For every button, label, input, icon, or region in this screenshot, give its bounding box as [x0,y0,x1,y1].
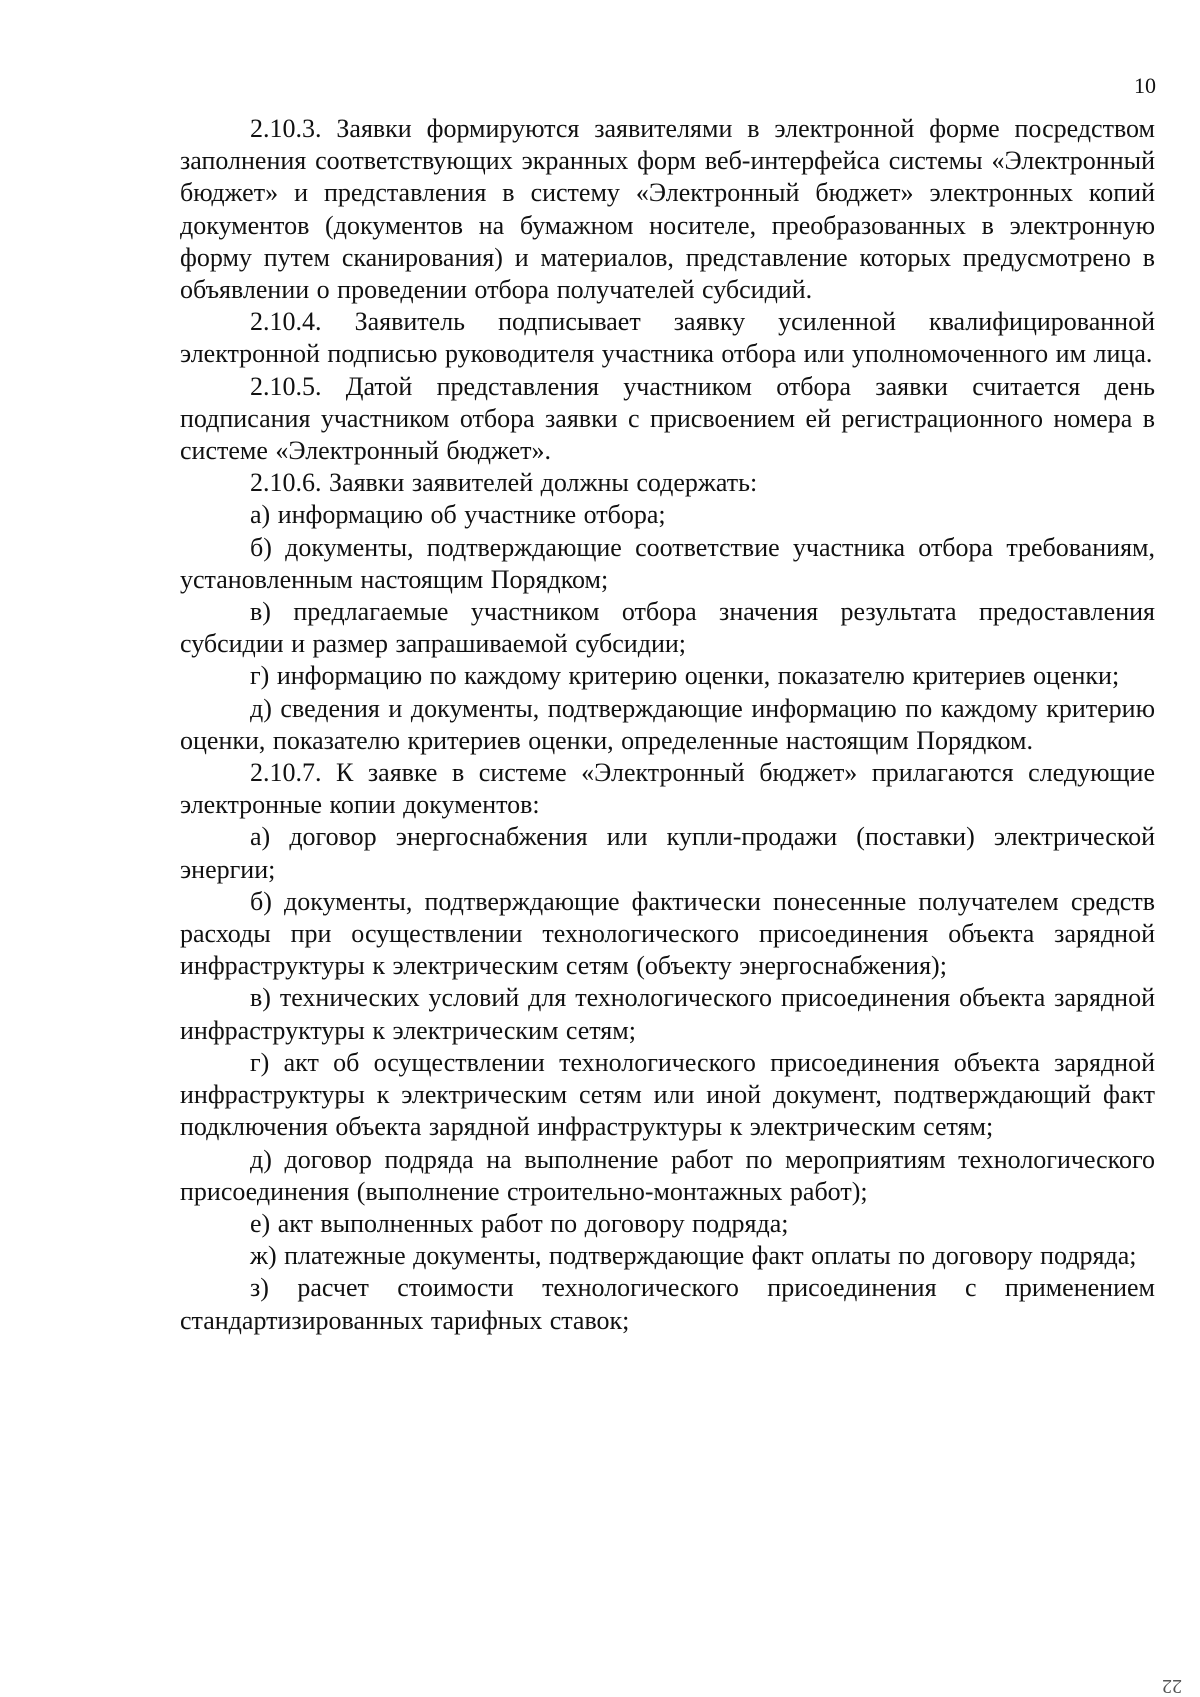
list-item-2-10-6-a: а) информацию об участнике отбора; [250,500,666,530]
list-item-2-10-7-e: е) акт выполненных работ по договору подряда; [250,1208,789,1238]
paragraph-2-10-6: 2.10.6. Заявки заявителей должны содержать: [250,468,758,498]
list-item-2-10-7-a: а) договор энергоснабжения или купли-продажи (поставки) электрической энергии; [180,822,1155,884]
list-item-2-10-7-g: г) акт об осуществлении технологического присоединения объекта зарядной инфраструктуры к электрическим сетям или иной документ, подтверждающий факт подключения объекта зарядной инфраструктуры к электрическим сетям; [180,1047,1155,1142]
page-number: 10 [1134,73,1156,98]
list-item-2-10-6-d: д) сведения и документы, подтверждающие информацию по каждому критерию оценки, показателю критериев оценки, определенные настоящим Порядком. [180,693,1155,755]
corner-stamp-mark: 22 [1162,1675,1182,1697]
list-item-2-10-6-g: г) информацию по каждому критерию оценки, показателю критериев оценки; [250,661,1120,691]
list-item-2-10-7-z: з) расчет стоимости технологического присоединения с применением стандартизированных тарифных ставок; [180,1273,1155,1335]
document-body [180,113,1155,1337]
list-item-2-10-6-b: б) документы, подтверждающие соответствие участника отбора требованиям, установленным настоящим Порядком; [180,532,1155,594]
list-item-2-10-6-v: в) предлагаемые участником отбора значения результата предоставления субсидии и размер запрашиваемой субсидии; [180,597,1155,659]
paragraph-2-10-7: 2.10.7. К заявке в системе «Электронный бюджет» прилагаются следующие электронные копии документов: [180,758,1155,820]
list-item-2-10-7-v: в) технических условий для технологического присоединения объекта зарядной инфраструктуры к электрическим сетям; [180,983,1155,1045]
paragraph-2-10-5: 2.10.5. Датой представления участником отбора заявки считается день подписания участником отбора заявки с присвоением ей регистрационного номера в системе «Электронный бюджет». [180,371,1155,466]
list-item-2-10-7-b: б) документы, подтверждающие фактически понесенные получателем средств расходы при осуществлении технологического присоединения объекта зарядной инфраструктуры к электрическим сетям (объекту энергоснабжения); [180,886,1155,981]
paragraph-2-10-3: 2.10.3. Заявки формируются заявителями в электронной форме посредством заполнения соответствующих экранных форм веб-интерфейса системы «Электронный бюджет» и представления в систему «Электронный бюджет» электронных копий документов (документов на бумажном носителе, преобразованных в электронную форму путем сканирования) и материалов, представление которых предусмотрено в объявлении о проведении отбора получателей субсидий. [180,114,1155,305]
list-item-2-10-7-zh: ж) платежные документы, подтверждающие факт оплаты по договору подряда; [250,1241,1137,1271]
paragraph-2-10-4: 2.10.4. Заявитель подписывает заявку усиленной квалифицированной электронной подписью руководителя участника отбора или уполномоченного им лица. [180,307,1155,369]
list-item-2-10-7-d: д) договор подряда на выполнение работ по мероприятиям технологического присоединения (выполнение строительно-монтажных работ); [180,1144,1155,1206]
